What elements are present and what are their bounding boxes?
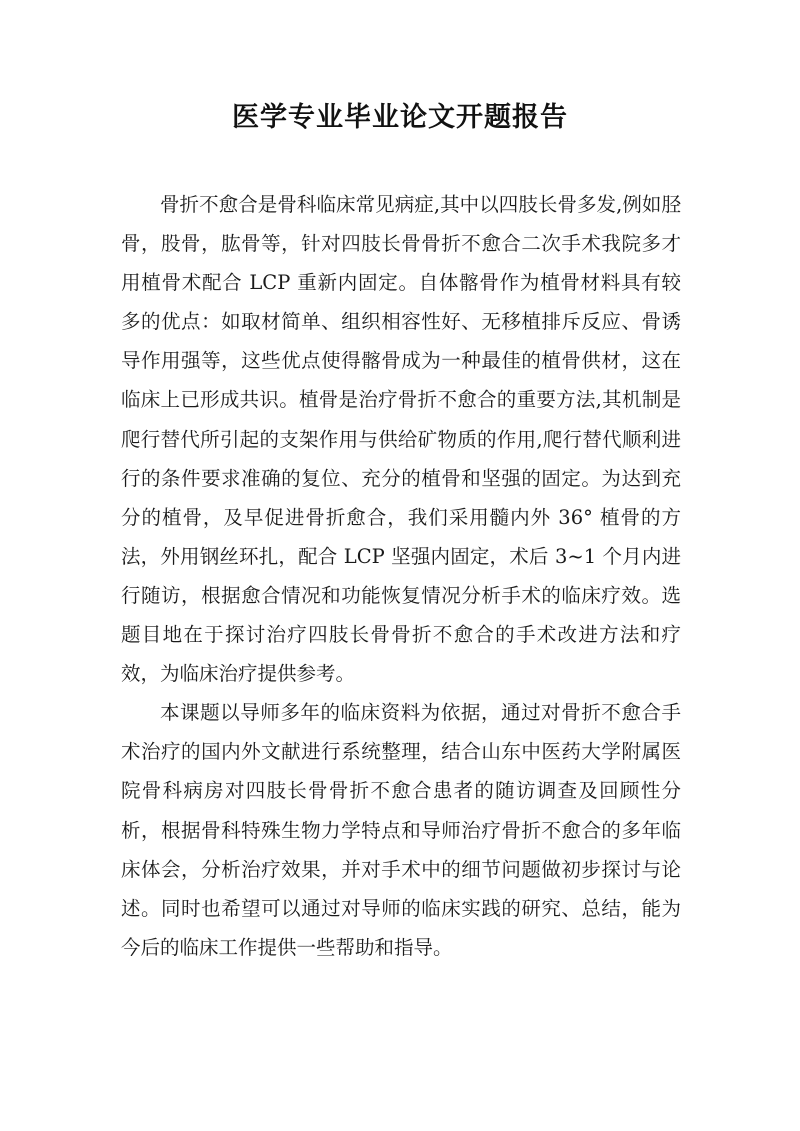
document-title: 医学专业毕业论文开题报告: [232, 102, 568, 133]
paragraph-2: 本课题以导师多年的临床资料为依据，通过对骨折不愈合手术治疗的国内外文献进行系统整理，结合山东中医药大学附属医院骨科病房对四肢长骨骨折不愈合患者的随访调查及回顾性分析，根据骨科特殊生物力学特点和导师治疗骨折不愈合的多年临床体会，分析治疗效果，并对手术中的细节问题做初步探讨与论述。同时也希望可以通过对导师的临床实践的研究、总结，能为今后的临床工作提供一些帮助和指导。: [121, 701, 681, 959]
document-body: [121, 185, 681, 967]
paragraph-1: 骨折不愈合是骨科临床常见病症,其中以四肢长骨多发,例如胫骨，股骨，肱骨等，针对四肢长骨骨折不愈合二次手术我院多才用植骨术配合 LCP 重新内固定。自体髂骨作为植骨材料具有较多的优点：如取材简单、组织相容性好、无移植排斥反应、骨诱导作用强等，这些优点使得髂骨成为一种最佳的植骨供材，这在临床上已形成共识。植骨是治疗骨折不愈合的重要方法,其机制是爬行替代所引起的支架作用与供给矿物质的作用,爬行替代顺利进行的条件要求准确的复位、充分的植骨和坚强的固定。为达到充分的植骨，及早促进骨折愈合，我们采用髓内外 36° 植骨的方法，外用钢丝环扎，配合 LCP 坚强内固定，术后 3~1 个月内进行随访，根据愈合情况和功能恢复情况分析手术的临床疗效。选题目地在于探讨治疗四肢长骨骨折不愈合的手术改进方法和疗效，为临床治疗提供参考。: [121, 193, 681, 686]
